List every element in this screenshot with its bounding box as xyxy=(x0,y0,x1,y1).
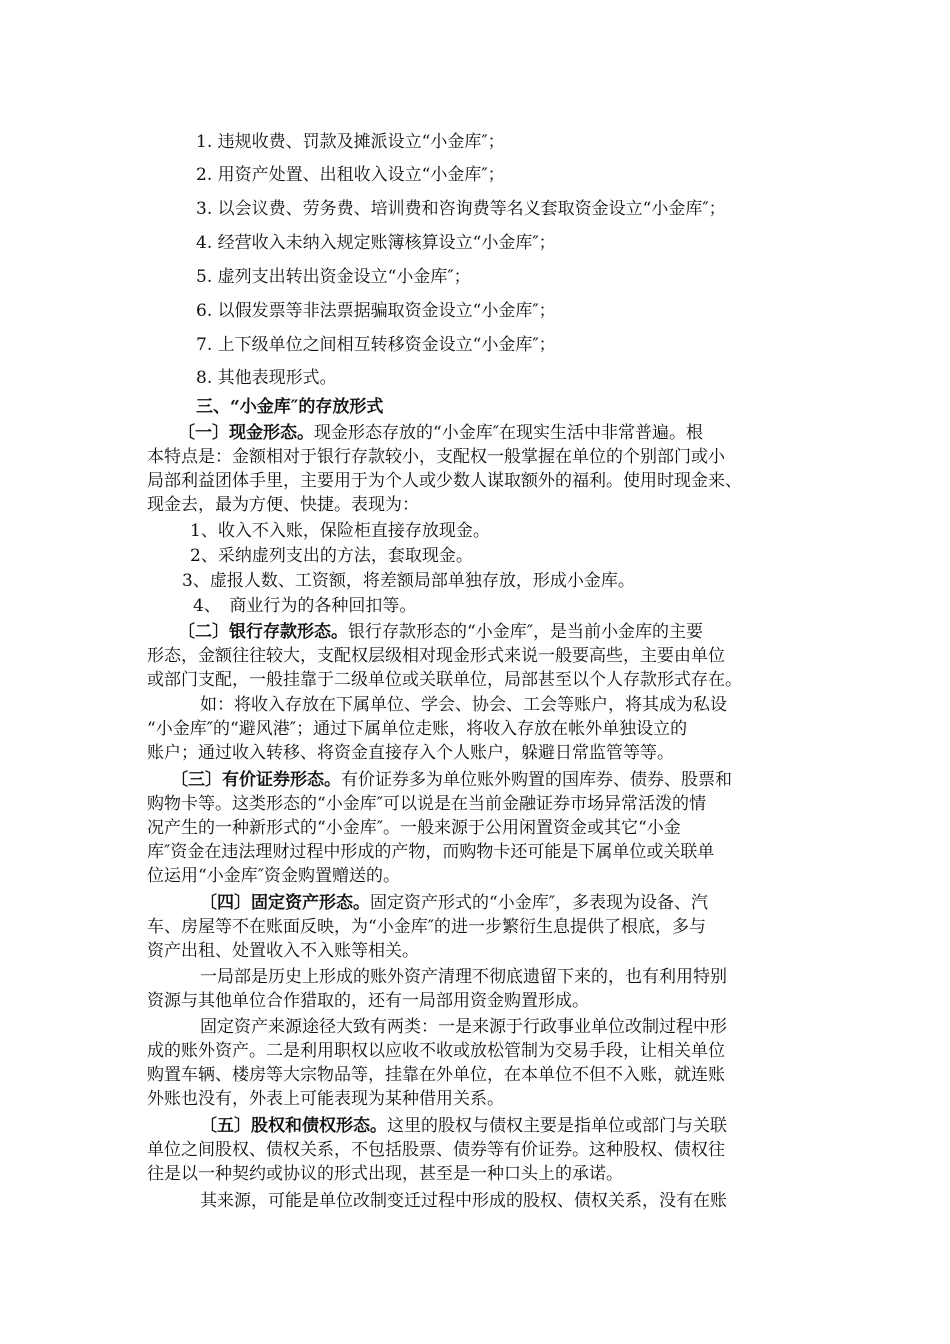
paragraph-fixed-assets-line-1 xyxy=(200,892,708,914)
cash-item-1: 1、收入不入账，保险柜直接存放现金。 xyxy=(190,521,490,541)
paragraph-line: 单位之间股权、债权关系，不包括股票、债券等有价证券。这种股权、债权往 xyxy=(147,1140,725,1160)
paragraph-text: 银行存款形态的“小金库″，是当前小金库的主要 xyxy=(348,622,704,642)
list-item-4: 4. 经营收入未纳入规定账簿核算设立“小金库″； xyxy=(196,233,556,253)
paragraph-line: “小金库″的“避风港″；通过下属单位走账，将收入存放在帐外单独设立的 xyxy=(147,719,688,739)
paragraph-line: 一局部是历史上形成的账外资产清理不彻底遗留下来的，也有利用特别 xyxy=(200,967,727,987)
paragraph-line: 其来源，可能是单位改制变迁过程中形成的股权、债权关系，没有在账 xyxy=(200,1191,727,1211)
paragraph-line: 局部利益团体手里，主要用于为个人或少数人谋取额外的福利。使用时现金来、 xyxy=(147,471,742,491)
paragraph-text: 现金形态存放的“小金库″在现实生活中非常普遍。根 xyxy=(314,423,704,443)
paragraph-line: 库″资金在违法理财过程中形成的产物，而购物卡还可能是下属单位或关联单 xyxy=(147,842,715,862)
paragraph-line: 资产出租、处置收入不入账等相关。 xyxy=(147,941,419,961)
paragraph-bank-line-1 xyxy=(178,621,703,643)
paragraph-line: 购物卡等。这类形态的“小金库″可以说是在当前金融证券市场异常活泼的情 xyxy=(147,794,707,814)
paragraph-line: 往是以一种契约或协议的形式出现，甚至是一种口头上的承诺。 xyxy=(147,1164,623,1184)
paragraph-title: 〔五〕股权和债权形态。 xyxy=(200,1116,387,1136)
paragraph-line: 位运用“小金库″资金购置赠送的。 xyxy=(147,866,401,886)
list-item-7: 7. 上下级单位之间相互转移资金设立“小金库″； xyxy=(196,335,556,355)
section-heading: 三、“小金库″的存放形式 xyxy=(196,397,384,417)
paragraph-line: 车、房屋等不在账面反映，为“小金库″的进一步繁衍生息提供了根底，多与 xyxy=(147,917,707,937)
paragraph-line: 资源与其他单位合作猎取的，还有一局部用资金购置形成。 xyxy=(147,991,589,1011)
paragraph-line: 外账也没有，外表上可能表现为某种借用关系。 xyxy=(147,1089,504,1109)
paragraph-line: 或部门支配，一般挂靠于二级单位或关联单位，局部甚至以个人存款形式存在。 xyxy=(147,670,742,690)
paragraph-securities-line-1 xyxy=(171,769,732,791)
paragraph-text: 这里的股权与债权主要是指单位或部门与关联 xyxy=(387,1116,727,1136)
list-item-8: 8. 其他表现形式。 xyxy=(196,368,337,388)
paragraph-title: 〔三〕有价证券形态。 xyxy=(171,770,341,790)
paragraph-text: 有价证券多为单位账外购置的国库券、债券、股票和 xyxy=(341,770,732,790)
paragraph-line: 购置车辆、楼房等大宗物品等，挂靠在外单位，在本单位不但不入账，就连账 xyxy=(147,1065,725,1085)
paragraph-line: 账户；通过收入转移、将资金直接存入个人账户，躲避日常监管等等。 xyxy=(147,743,674,763)
list-item-2: 2. 用资产处置、出租收入设立“小金库″； xyxy=(196,165,505,185)
list-item-5: 5. 虚列支出转出资金设立“小金库″； xyxy=(196,267,471,287)
list-item-1: 1. 违规收费、罚款及摊派设立“小金库″； xyxy=(196,132,505,152)
paragraph-title: 〔一〕现金形态。 xyxy=(178,423,314,443)
cash-item-4: 4、 商业行为的各种回扣等。 xyxy=(193,596,417,616)
paragraph-line: 成的账外资产。二是利用职权以应收不收或放松管制为交易手段，让相关单位 xyxy=(147,1041,725,1061)
list-item-6: 6. 以假发票等非法票据骗取资金设立“小金库″； xyxy=(196,301,556,321)
paragraph-cash-line-1 xyxy=(178,422,703,444)
cash-item-2: 2、采纳虚列支出的方法，套取现金。 xyxy=(190,546,473,566)
paragraph-line: 形态，金额往往较大，支配权层级相对现金形式来说一般要高些，主要由单位 xyxy=(147,646,725,666)
paragraph-line: 况产生的一种新形式的“小金库″。一般来源于公用闲置资金或其它“小金 xyxy=(147,818,681,838)
paragraph-line: 现金去，最为方便、快捷。表现为： xyxy=(147,495,419,515)
paragraph-line: 如：将收入存放在下属单位、学会、协会、工会等账户，将其成为私设 xyxy=(200,695,727,715)
cash-item-3: 3、虚报人数、工资额，将差额局部单独存放，形成小金库。 xyxy=(182,571,635,591)
paragraph-title: 〔四〕固定资产形态。 xyxy=(200,893,370,913)
paragraph-equity-line-1 xyxy=(200,1115,727,1137)
paragraph-line: 固定资产来源途径大致有两类：一是来源于行政事业单位改制过程中形 xyxy=(200,1017,727,1037)
paragraph-line: 本特点是：金额相对于银行存款较小，支配权一般掌握在单位的个别部门或小 xyxy=(147,447,725,467)
list-item-3: 3. 以会议费、劳务费、培训费和咨询费等名义套取资金设立“小金库″； xyxy=(196,199,726,219)
paragraph-text: 固定资产形式的“小金库″，多表现为设备、汽 xyxy=(370,893,709,913)
paragraph-title: 〔二〕银行存款形态。 xyxy=(178,622,348,642)
